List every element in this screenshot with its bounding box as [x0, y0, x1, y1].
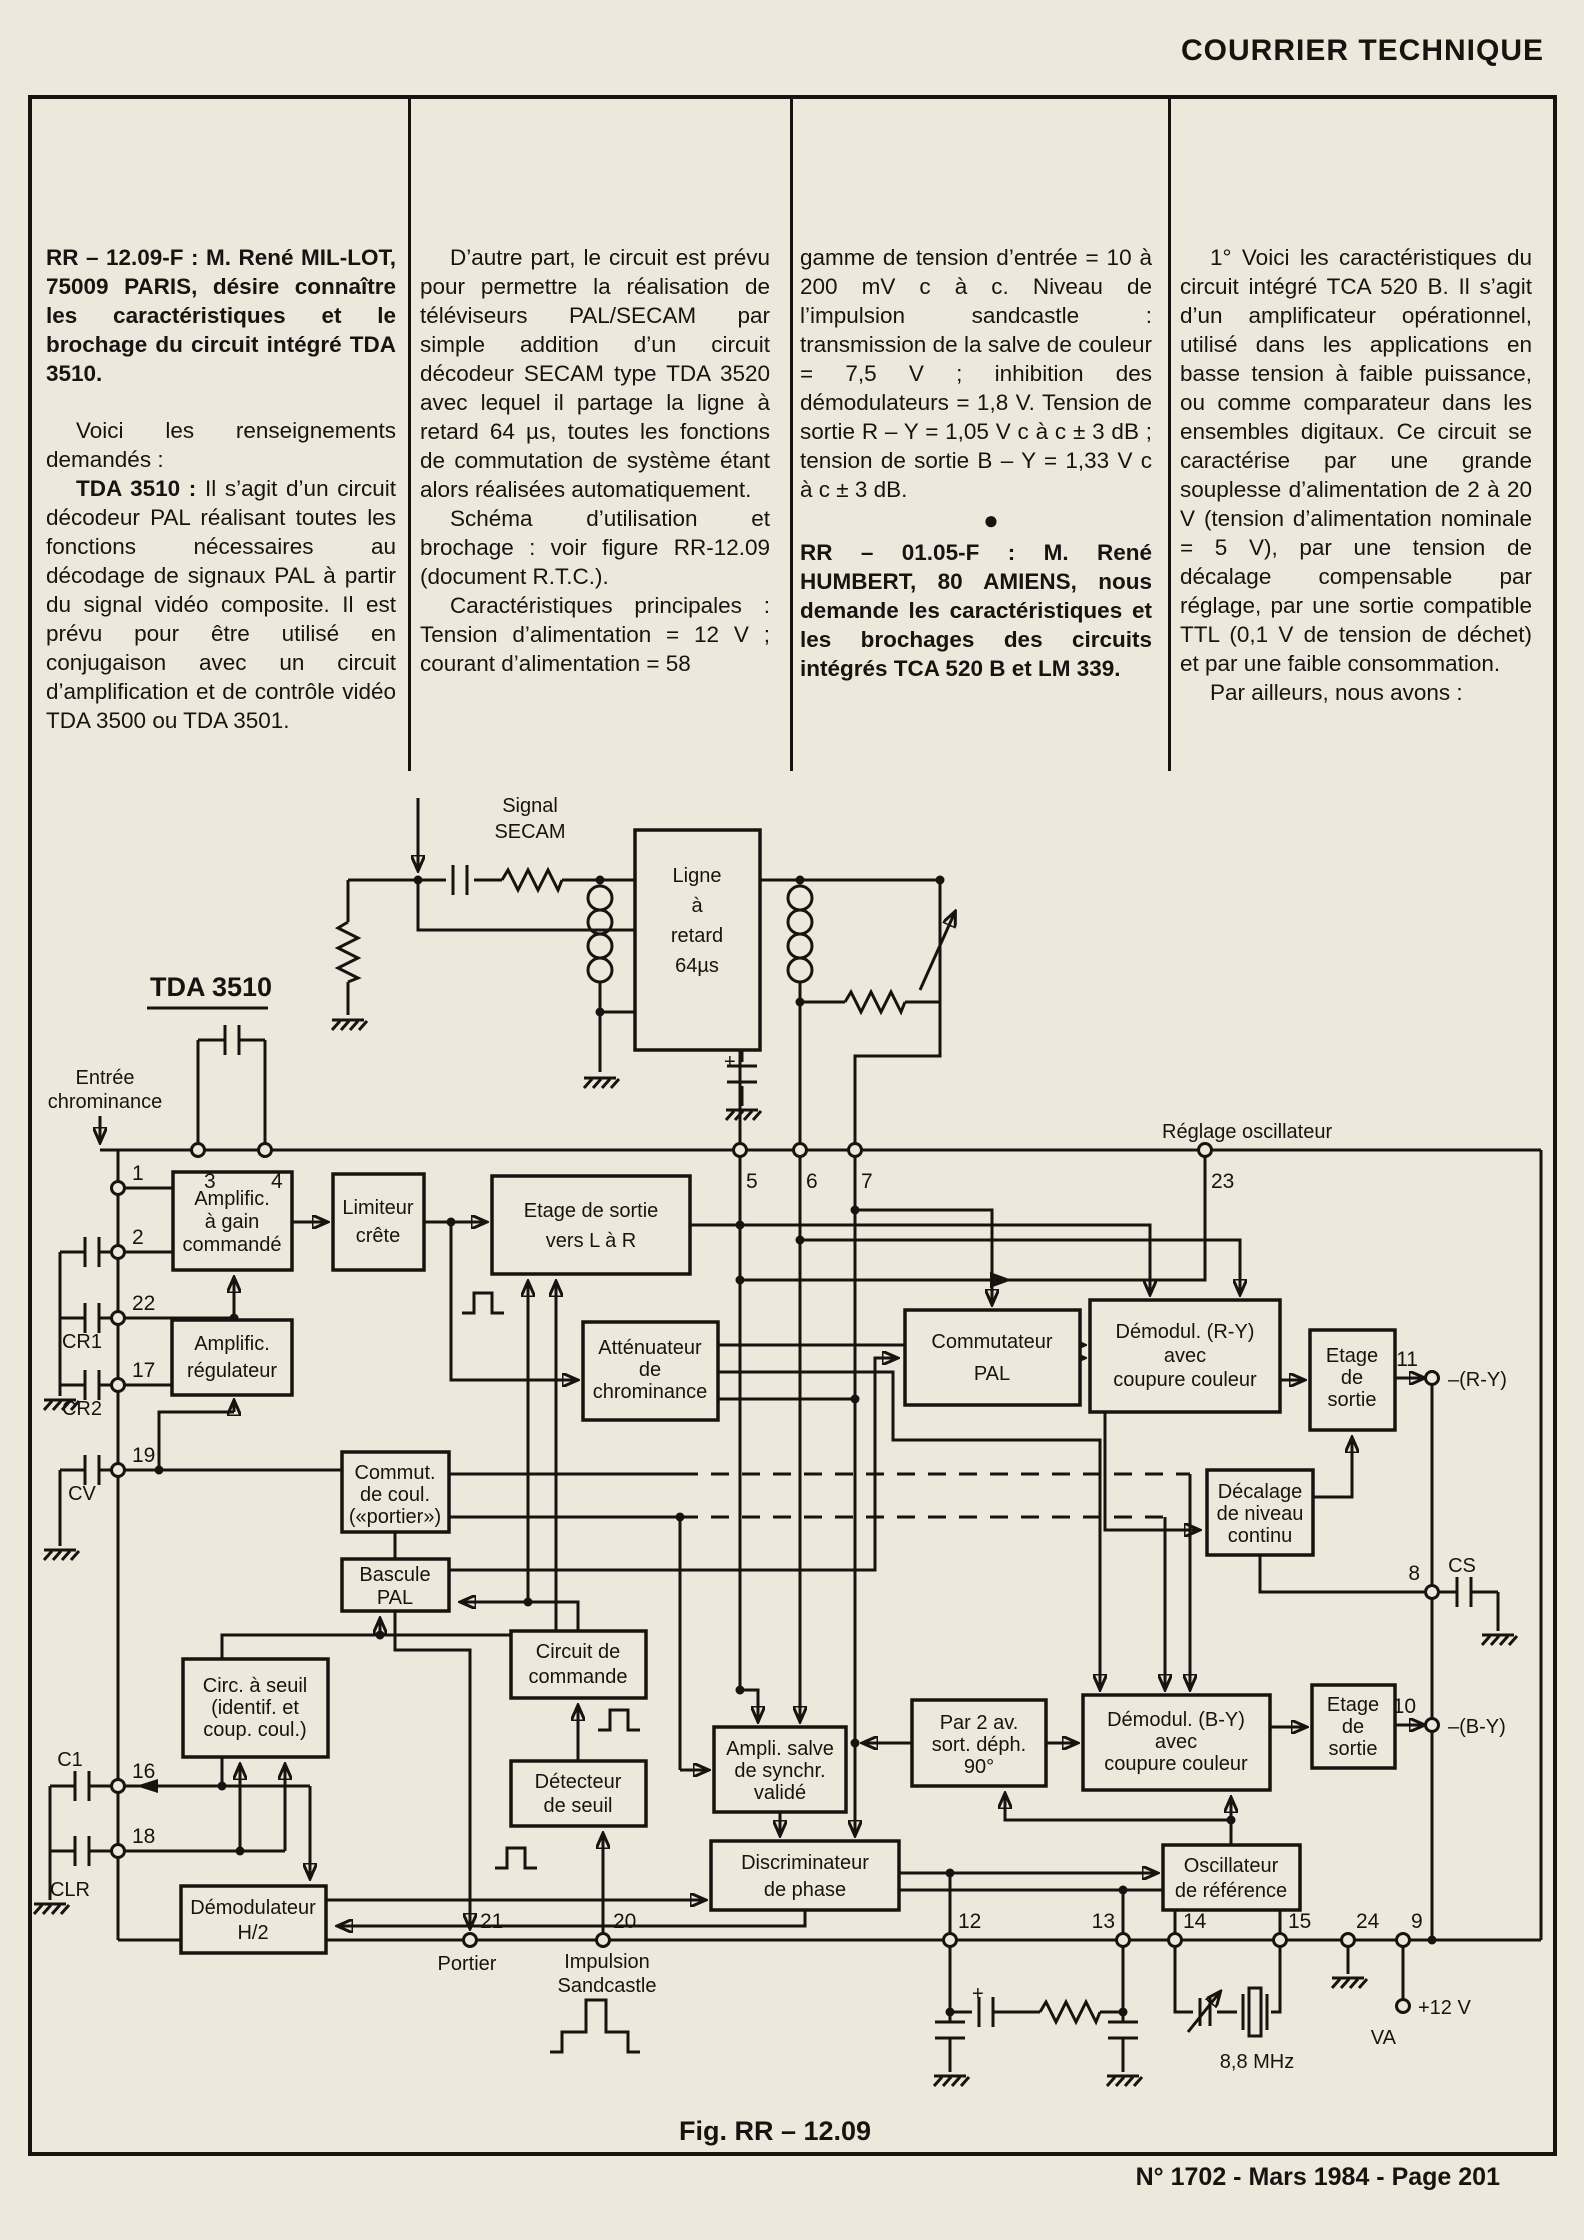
pulse-icon [598, 1710, 640, 1730]
c1-label: C1 [57, 1749, 83, 1771]
svg-text:8: 8 [1408, 1562, 1420, 1585]
page-title: COURRIER TECHNIQUE [1180, 34, 1544, 67]
svg-text:Etage: Etage [1325, 1345, 1379, 1367]
block-amplific-regulateur [172, 1320, 292, 1395]
svg-text:coupure couleur: coupure couleur [1113, 1369, 1257, 1391]
circuit-diagram [0, 762, 1584, 2182]
ground-icon [44, 1550, 79, 1560]
polarity-plus: + [972, 1983, 984, 2005]
svg-text:(identif. et: (identif. et [211, 1697, 299, 1719]
svg-text:de: de [1341, 1716, 1365, 1738]
block-commut-de-coul [342, 1452, 449, 1532]
svg-text:Atténuateur: Atténuateur [598, 1337, 702, 1359]
svg-text:Démodulateur: Démodulateur [190, 1897, 316, 1919]
ground-icon [1332, 1978, 1367, 1988]
pin-2 [112, 1246, 125, 1259]
resistor-icon [1040, 2002, 1100, 2022]
svg-text:14: 14 [1183, 1910, 1207, 1933]
resistor-icon [845, 992, 905, 1012]
block-limiteur-crete [333, 1174, 424, 1270]
capacitor-icon [1457, 1577, 1471, 1607]
supply-terminal [1397, 2000, 1410, 2013]
paragraph [46, 474, 396, 735]
question-paragraph: RR – 01.05-F : M. René HUMBERT, 80 AMIENS, nous demande les caractéristiques et les brochages des circuits intégrés TCA 520 B et LM 339. [800, 539, 1152, 681]
pin-15 [1274, 1934, 1287, 1947]
block-demodul-ry [1090, 1300, 1280, 1412]
block-oscillateur [1163, 1845, 1300, 1910]
svg-text:chrominance: chrominance [47, 1091, 163, 1113]
svg-text:5: 5 [746, 1170, 758, 1193]
portier-label: Portier [437, 1953, 497, 1975]
sandcastle-pulse-icon [550, 2000, 640, 2052]
pin-3 [192, 1144, 205, 1157]
pin-7 [849, 1144, 862, 1157]
svg-text:chrominance: chrominance [592, 1381, 708, 1403]
svg-text:6: 6 [806, 1170, 818, 1193]
svg-text:SECAM: SECAM [494, 821, 566, 843]
ground-icon [584, 1078, 619, 1088]
block-etage-sortie-ry [1310, 1330, 1395, 1430]
svg-text:sortie: sortie [1328, 1738, 1378, 1760]
svg-text:coupure couleur: coupure couleur [1104, 1753, 1248, 1775]
svg-text:de phase: de phase [763, 1879, 847, 1901]
svg-text:2: 2 [132, 1226, 144, 1249]
pin-1 [112, 1182, 125, 1195]
paragraph: Schéma d’utilisation et brochage : voir figure RR-12.09 (document R.T.C.). [420, 506, 770, 590]
cv-label: CV [68, 1483, 96, 1505]
block-circ-a-seuil [183, 1659, 328, 1757]
paragraph: Caractéristiques principales : Tension d’alimentation = 12 V ; courant d’alimentation = 58 [420, 593, 770, 677]
block-bascule-pal [342, 1559, 449, 1611]
pin-12 [944, 1934, 957, 1947]
svg-text:16: 16 [132, 1760, 156, 1783]
clr-label: CLR [49, 1879, 91, 1901]
svg-text:11: 11 [1396, 1348, 1418, 1371]
svg-text:64µs: 64µs [675, 955, 719, 977]
svg-text:PAL: PAL [376, 1587, 414, 1609]
figure-caption: Fig. RR – 12.09 [678, 2116, 872, 2146]
pin-9 [1397, 1934, 1410, 1947]
ground-icon [726, 1110, 761, 1120]
block-etage-sortie-lr [492, 1176, 690, 1274]
pin-11 [1426, 1372, 1439, 1385]
pin-19 [112, 1464, 125, 1477]
svg-text:17: 17 [132, 1359, 156, 1382]
svg-text:à: à [691, 895, 703, 917]
capacitor-icon [85, 1237, 99, 1267]
pin-17 [112, 1379, 125, 1392]
paragraph-lead: TDA 3510 : [76, 476, 197, 502]
svg-text:commandé: commandé [182, 1234, 282, 1256]
paragraph: D’autre part, le circuit est prévu pour permettre la réalisation de téléviseurs PAL/SECAM par simple addition d’un circuit décodeur SECAM type TDA 3520 avec lequel il partage la ligne à retard 64 µs, toutes les fonctions de commutation de système étant alors réalisées automatiquement. [420, 245, 770, 503]
pin-4 [259, 1144, 272, 1157]
svg-text:de seuil: de seuil [543, 1795, 613, 1817]
svg-text:de niveau: de niveau [1216, 1503, 1304, 1525]
column-divider [408, 95, 411, 771]
svg-text:retard: retard [670, 925, 724, 947]
svg-text:Démodul. (R-Y): Démodul. (R-Y) [1115, 1321, 1255, 1343]
svg-text:90°: 90° [963, 1756, 995, 1778]
pin-16 [112, 1780, 125, 1793]
pin-8 [1426, 1586, 1439, 1599]
svg-text:Ligne: Ligne [672, 865, 722, 887]
output-by-label: –(B-Y) [1448, 1716, 1506, 1738]
pin-20 [597, 1934, 610, 1947]
cr2-label: CR2 [61, 1398, 103, 1420]
reglage-oscillateur-label: Réglage oscillateur [1162, 1121, 1333, 1143]
paragraph: Par ailleurs, nous avons : [1210, 680, 1463, 706]
column-divider [1168, 95, 1171, 771]
signal-secam-label: Signal [502, 795, 558, 817]
ground-icon [34, 1904, 69, 1914]
svg-text:Circ. à seuil: Circ. à seuil [202, 1675, 308, 1697]
ground-icon [1482, 1635, 1517, 1645]
question-paragraph: RR – 12.09-F : M. René MIL-LOT, 75009 PARIS, désire connaître les caractéristiques et le brochage du circuit intégré TDA 3510. [46, 245, 396, 387]
capacitor-icon [1108, 2022, 1138, 2038]
paragraph: 1° Voici les caractéristiques du circuit intégré TCA 520 B. Il s’agit d’un amplificateur opérationnel, utilisé dans les applications en basse tension à faible puissance, ou comme comparateur dans les ensembles digitaux. Ce circuit se caractérise par une grande souplesse d’alimentation de 2 à 20 V (tension d’alimentation nominale = 5 V), par une tension de décalage compensable par réglage, par une sortie compatible TTL (0,1 V de tension de déchet) et par une faible consommation. [1180, 245, 1532, 677]
pin-13 [1117, 1934, 1130, 1947]
block-circuit-de-commande [511, 1631, 646, 1698]
svg-text:4: 4 [271, 1170, 283, 1193]
output-ry-label: –(R-Y) [1448, 1369, 1507, 1391]
svg-text:Discriminateur: Discriminateur [741, 1852, 869, 1874]
svg-text:commande: commande [528, 1666, 628, 1688]
polarity-plus: + [724, 1051, 736, 1073]
svg-text:régulateur: régulateur [186, 1360, 278, 1382]
svg-text:vers L à R: vers L à R [545, 1230, 637, 1252]
svg-text:(«portier»): («portier») [348, 1506, 442, 1528]
svg-text:à gain: à gain [204, 1211, 260, 1233]
pulse-icon [495, 1848, 537, 1868]
svg-text:validé: validé [753, 1782, 807, 1804]
pin-6 [794, 1144, 807, 1157]
pin-5 [734, 1144, 747, 1157]
block-discriminateur [711, 1841, 899, 1910]
pin-14 [1169, 1934, 1182, 1947]
svg-text:22: 22 [132, 1292, 156, 1315]
text-column-1 [46, 243, 396, 735]
svg-text:Par 2 av.: Par 2 av. [939, 1712, 1019, 1734]
svg-text:1: 1 [132, 1162, 144, 1185]
svg-text:PAL: PAL [973, 1363, 1011, 1385]
capacitor-icon [85, 1370, 99, 1400]
svg-text:15: 15 [1288, 1910, 1312, 1933]
svg-text:H/2: H/2 [237, 1922, 269, 1944]
svg-text:Etage: Etage [1326, 1694, 1380, 1716]
impulsion-sandcastle-label: Impulsion [564, 1951, 650, 1973]
capacitor-icon [85, 1455, 99, 1485]
svg-text:Commut.: Commut. [354, 1462, 436, 1484]
block-detecteur-de-seuil [511, 1761, 646, 1826]
block-demodulateur-h2 [181, 1886, 326, 1953]
block-ligne-a-retard [635, 830, 760, 1050]
svg-text:crête: crête [355, 1225, 401, 1247]
ground-icon [332, 1020, 367, 1030]
svg-text:21: 21 [480, 1910, 504, 1933]
pin-21 [464, 1934, 477, 1947]
svg-text:de coul.: de coul. [359, 1484, 431, 1506]
paragraph-rest: Il s’agit d’un circuit décodeur PAL réalisant toutes les fonctions nécessaires au décodage de signaux PAL à partir du signal vidéo composite. Il est prévu pour être utilisé en conjugaison avec un circuit d’amplification et de contrôle vidéo TDA 3500 ou TDA 3501. [46, 476, 396, 734]
crystal-icon [1243, 1988, 1267, 2036]
svg-text:Détecteur: Détecteur [534, 1771, 622, 1793]
svg-text:Sandcastle: Sandcastle [557, 1975, 657, 1997]
block-ampli-salve [714, 1727, 846, 1812]
svg-text:Bascule: Bascule [359, 1564, 431, 1586]
ic-label: TDA 3510 [150, 972, 273, 1002]
pin-22 [112, 1312, 125, 1325]
paragraph: Voici les renseignements demandés : [46, 418, 396, 473]
capacitor-icon [935, 2022, 965, 2038]
entree-chrominance-label: Entrée [75, 1067, 135, 1089]
svg-text:Ampli. salve: Ampli. salve [726, 1738, 834, 1760]
svg-text:3: 3 [204, 1170, 216, 1193]
supply-voltage-label: +12 V [1418, 1997, 1471, 2019]
svg-text:de: de [1340, 1367, 1364, 1389]
svg-text:Décalage: Décalage [1217, 1481, 1303, 1503]
capacitor-icon [225, 1025, 239, 1055]
resistor-icon [502, 870, 562, 890]
svg-text:de: de [638, 1359, 662, 1381]
capacitor-icon [453, 865, 467, 895]
svg-text:Etage de sortie: Etage de sortie [523, 1200, 659, 1222]
va-label: VA [1370, 2027, 1396, 2049]
pin-24 [1342, 1934, 1355, 1947]
svg-text:7: 7 [861, 1170, 873, 1193]
block-etage-sortie-by [1312, 1685, 1395, 1768]
blocks [172, 830, 1395, 1953]
text-column-4 [1180, 243, 1532, 707]
svg-text:continu: continu [1227, 1525, 1293, 1547]
svg-text:Limiteur: Limiteur [342, 1197, 414, 1219]
ground-icon [934, 2076, 969, 2086]
svg-text:Commutateur: Commutateur [931, 1331, 1053, 1353]
cs-label: CS [1448, 1555, 1476, 1577]
svg-text:coup. coul.): coup. coul.) [203, 1719, 307, 1741]
svg-text:avec: avec [1154, 1731, 1198, 1753]
block-commutateur-pal [905, 1310, 1080, 1405]
ground-icon [1107, 2076, 1142, 2086]
inductor-icon [788, 886, 812, 982]
pin-23 [1199, 1144, 1212, 1157]
svg-text:23: 23 [1211, 1170, 1235, 1193]
svg-text:avec: avec [1163, 1345, 1207, 1367]
svg-text:sortie: sortie [1327, 1389, 1377, 1411]
svg-text:10: 10 [1392, 1695, 1416, 1718]
svg-text:20: 20 [613, 1910, 637, 1933]
resistor-icon [338, 922, 358, 982]
page-footer: N° 1702 - Mars 1984 - Page 201 [1135, 2163, 1500, 2191]
block-attenuateur [583, 1322, 718, 1420]
crystal-frequency-label: 8,8 MHz [1219, 2051, 1295, 2073]
block-demodul-by [1083, 1695, 1270, 1790]
svg-text:9: 9 [1411, 1910, 1423, 1933]
pulse-icon [462, 1293, 504, 1313]
svg-text:de référence: de référence [1174, 1880, 1288, 1902]
block-decalage [1207, 1470, 1313, 1555]
text-column-2 [420, 243, 770, 678]
pin-10 [1426, 1719, 1439, 1732]
svg-text:19: 19 [132, 1444, 156, 1467]
text-column-3 [800, 243, 1152, 683]
svg-text:Amplific.: Amplific. [194, 1333, 270, 1355]
capacitor-icon [75, 1771, 89, 1801]
column-divider [790, 95, 793, 771]
paragraph: gamme de tension d’entrée = 10 à 200 mV c à c. Niveau de l’impulsion sandcastle : transmission de la salve de couleur = 7,5 V ; inhibition des démodulateurs = 1,8 V. Tension de sortie R – Y = 1,05 V c à c ± 3 dB ; tension de sortie B – Y = 1,33 V c à c ± 3 dB. [800, 245, 1152, 503]
svg-text:12: 12 [958, 1910, 982, 1933]
svg-text:Circuit de: Circuit de [535, 1641, 621, 1663]
capacitor-icon [75, 1836, 89, 1866]
svg-text:13: 13 [1091, 1910, 1115, 1933]
inductor-icon [588, 886, 612, 982]
svg-text:de synchr.: de synchr. [734, 1760, 826, 1782]
svg-text:sort. déph.: sort. déph. [931, 1734, 1027, 1756]
cr1-label: CR1 [61, 1331, 103, 1353]
capacitor-icon [85, 1303, 99, 1333]
section-bullet: ● [983, 505, 999, 536]
svg-text:18: 18 [132, 1825, 156, 1848]
block-par2 [912, 1700, 1046, 1786]
svg-text:Amplific.: Amplific. [194, 1188, 270, 1210]
pin-18 [112, 1845, 125, 1858]
svg-text:Oscillateur: Oscillateur [1183, 1855, 1279, 1877]
svg-text:24: 24 [1356, 1910, 1380, 1933]
svg-text:Démodul. (B-Y): Démodul. (B-Y) [1107, 1709, 1245, 1731]
